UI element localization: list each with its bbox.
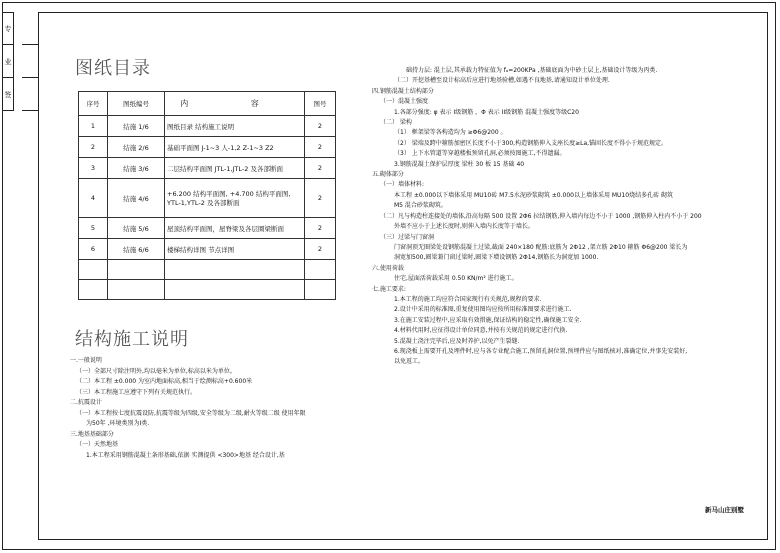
- note-line: （一）本工程按七度抗震设防,抗震等级为四级,安全等级为二级,耐火等级二级 使用年限: [76, 409, 306, 417]
- row-no: 3: [79, 158, 108, 179]
- header-no: 序号: [79, 92, 108, 116]
- note-line: 4.材料代用时,应征得设计单位同意,并按有关规范的规定进行代换.: [394, 327, 568, 335]
- header-content: 内 容: [165, 92, 305, 116]
- note-line: （三）过梁与门窗洞: [380, 233, 435, 241]
- note-line: 四.钢筋混凝土结构部分: [372, 87, 434, 95]
- side-label: 专: [2, 12, 14, 45]
- table-row: [79, 239, 336, 260]
- note-line: 洞宽加500,圈梁兼门窗过梁时,圈梁下增设钢筋 2Φ14,钢筋长为洞宽加 1000.: [394, 254, 599, 262]
- row-sheet: 2: [305, 137, 336, 158]
- note-line: （一）墙体材料:: [380, 181, 425, 189]
- row-no: 1: [79, 116, 108, 137]
- row-no: 6: [79, 239, 108, 260]
- row-no: 2: [79, 137, 108, 158]
- note-line: 七.施工要求:: [372, 285, 406, 293]
- row-content: 屋顶结构平面图，屋脊梁及各层圈梁断面: [165, 218, 305, 239]
- directory-title: 图纸目录: [75, 58, 151, 79]
- row-content: 基础平面图 J-1~3 人-1,2 Z-1~3 Z2: [165, 137, 305, 158]
- note-line: （二）本工程 ±0.000 为室内地面标高,相当于绘测标高+0.600米: [76, 378, 253, 385]
- side-title-strip: [2, 12, 22, 112]
- note-line: （1） 框架梁等各构造均为 ≥Φ6@200 。: [394, 129, 507, 137]
- note-line: 住宅,屋面活荷载采用 0.50 KN/m² 进行施工。: [394, 275, 518, 283]
- note-line: 5.混凝土浇注完毕后,应及时养护,以免产生裂缝.: [394, 337, 520, 345]
- row-content: +6.200 结构平面图, +4.700 结构平面图, YTL-1,YTL-2 及各部断面: [165, 179, 305, 218]
- table-row-empty: [79, 260, 336, 280]
- note-line: （2） 梁端及跨中箍筋加密区长度不小于300,构造钢筋伸入支座长度≥La,锚固长度不得小于规范规定。: [394, 139, 668, 147]
- row-code: 结施 2/6: [108, 137, 165, 158]
- row-code: 结施 4/6: [108, 179, 165, 218]
- note-line: （二） 梁构: [380, 119, 412, 127]
- header-sheet: 图号: [305, 92, 336, 116]
- note-line: 3.钢筋混凝土保护层厚度 梁柱 30 板 15 基础 40: [394, 160, 525, 168]
- note-line: 三.地基基础部分: [70, 430, 114, 438]
- note-line: 2.设计中采用的标准图,重复使用图均应按所用标准图要求进行施工.: [394, 306, 572, 314]
- side-label: 签: [2, 78, 14, 111]
- header-code: 图纸编号: [108, 92, 165, 116]
- note-line: （一）天然地基: [76, 441, 119, 448]
- note-line: 础持力层: 混土层,其承载力特征值为 fₐ=200KPa ,基础底面为中砂土层上,基础设计等级为丙类.: [406, 67, 658, 74]
- row-code: 结施 1/6: [108, 116, 165, 137]
- note-line: （二）开挖基槽至设计标高后应进行地基验槽,如遇不良地基,请通知设计单位处理.: [394, 77, 610, 85]
- note-line: 以免返工。: [394, 358, 425, 366]
- note-line: 1.本工程采用钢筋混凝土条形基础,依据 实测提供 <300>地基 经合设计,基: [86, 451, 285, 459]
- note-line: 1.本工程的施工均应符合国家现行有关规范,规程的要求.: [394, 295, 542, 303]
- row-no: 5: [79, 218, 108, 239]
- table-row: [79, 179, 336, 218]
- note-line: M5 混合砂浆砌筑。: [394, 202, 447, 210]
- row-no: 4: [79, 179, 108, 218]
- note-line: （三）本工程施工应遵守下列有关规范执行。: [76, 388, 197, 396]
- row-sheet: 2: [305, 218, 336, 239]
- row-content: 二层结构平面图 JTL-1,JTL-2 及各部断面: [165, 158, 305, 179]
- table-row: [79, 116, 336, 137]
- note-line: 3.在施工安装过程中,应采取有效措施,保证结构的稳定性,确保施工安全.: [394, 316, 582, 324]
- table-row-empty: [79, 280, 336, 300]
- left-notes-block: [70, 356, 345, 461]
- table-row: [79, 158, 336, 179]
- note-line: 门窗洞顶无圈梁处设钢筋混凝土过梁,截面 240×180 配筋:底筋为 2Φ12 ,架立筋 2Φ10 箍筋 Φ6@200 梁长为: [394, 243, 688, 251]
- notes-title: 结构施工说明: [75, 329, 189, 350]
- table-row: [79, 218, 336, 239]
- row-content: 楼梯结构详图 节点详图: [165, 239, 305, 260]
- note-line: 1.各部分强度: φ 表示 I级钢筋 ，Φ 表示 II级钢筋 混凝土强度等级C20: [394, 108, 579, 116]
- table-row: [79, 137, 336, 158]
- row-sheet: 2: [305, 116, 336, 137]
- row-code: 结施 6/6: [108, 239, 165, 260]
- side-label: 业: [2, 45, 14, 78]
- note-line: 外墙不应小于上述长度时,则伸入墙内长度等于墙长。: [394, 223, 534, 231]
- note-line: 五.砌体部分: [372, 171, 404, 179]
- row-sheet: 2: [305, 239, 336, 260]
- note-line: （一）全部尺寸除注明外,均以毫米为单位,标高以米为单位。: [76, 367, 236, 375]
- note-line: （3） 上下水管道等穿越楼板预留孔洞,必须按图施工,不得遗漏。: [394, 150, 566, 158]
- row-code: 结施 3/6: [108, 158, 165, 179]
- row-content: 图纸目录 结构施工说明: [165, 116, 305, 137]
- note-line: （二）凡与构造柱连接处的墙体,沿高每隔 500 设置 2Φ6 拉结钢筋,伸入墙内每边不小于 1000 ,钢筋伸入柱内不小于 200: [380, 212, 702, 220]
- right-notes-block: [372, 66, 752, 368]
- note-line: 为50年 ,环境类别为I类.: [86, 420, 150, 427]
- row-sheet: 2: [305, 158, 336, 179]
- note-line: 一.一般说明: [70, 357, 102, 364]
- note-line: 6.现浇板上需要开孔及埋件时,应与各专业配合施工,预留孔洞位置,预埋件应与图纸核对,准确定位,并事先安装好,: [394, 347, 688, 355]
- note-line: 二.抗震设计: [70, 399, 102, 406]
- row-code: 结施 5/6: [108, 218, 165, 239]
- side-signature-strip: [22, 12, 39, 112]
- note-line: （一）混凝土强度: [380, 98, 429, 106]
- note-line: 六.使用荷载: [372, 264, 404, 272]
- drawing-directory-table: [78, 91, 336, 300]
- note-line: 本工程 ±0.000以下墙体采用 MU10砖 M7.5水泥砂浆砌筑 ±0.000以上墙体采用 MU10烧结多孔砖 砌筑: [394, 191, 673, 199]
- row-sheet: 2: [305, 179, 336, 218]
- project-name-stamp: 新马山庄别墅: [705, 506, 744, 514]
